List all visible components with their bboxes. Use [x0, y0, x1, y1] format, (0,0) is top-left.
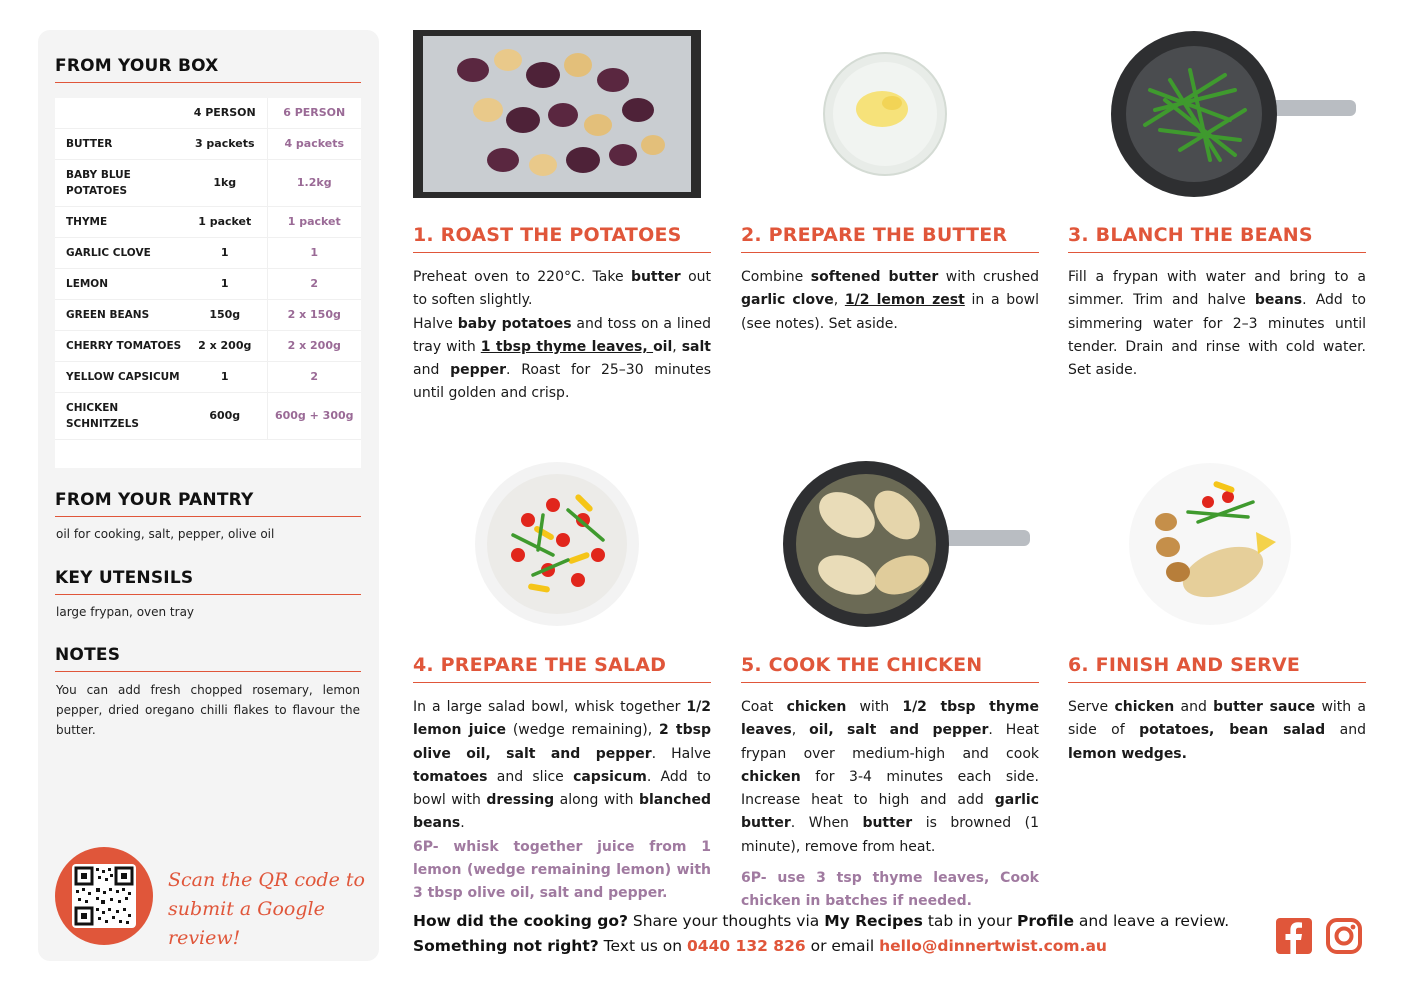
- step-1-body: Preheat oven to 220°C. Take butter out to soften slightly. Halve baby potatoes and toss on a lined tray with 1 tbsp thyme leaves, oil, salt and pepper. Roast for 25–30 minutes until golden and crisp.: [413, 269, 711, 402]
- table-header-row: [55, 98, 361, 128]
- qr-code-icon: [72, 864, 136, 928]
- notes-text: You can add fresh chopped rosemary, lemon pepper, dried oregano chilli flakes to flavour the butter.: [56, 683, 360, 737]
- table-row: CHERRY TOMATOES 2 x 200g 2 x 200g: [55, 330, 361, 361]
- step-4-six-person-note: 6P- whisk together juice from 1 lemon (wedge remaining lemon) with 3 tbsp olive oil, salt and pepper.: [413, 838, 711, 902]
- step-5-body: Coat chicken with 1/2 tbsp thyme leaves, oil, salt and pepper. Heat frypan over medium-high and cook chicken for 3-4 minutes each side. Increase heat to high and add garlic butter. When butter is browned (1 minute), remove from heat. 6P- use 3 tsp thyme leaves, Cook chicken in batches if needed.: [741, 696, 1039, 914]
- finished-plate-photo: [1128, 462, 1292, 626]
- step-4-title: 4. PREPARE THE SALAD: [413, 654, 711, 683]
- facebook-icon[interactable]: [1275, 917, 1313, 955]
- instagram-icon[interactable]: [1325, 917, 1363, 955]
- table-row: LEMON 1 2: [55, 268, 361, 299]
- header-4-person: 4 PERSON: [183, 98, 267, 128]
- step-5-six-person-note: 6P- use 3 tsp thyme leaves, Cook chicken in batches if needed.: [741, 870, 1039, 910]
- pantry-text: oil for cooking, salt, pepper, olive oil: [56, 527, 275, 541]
- qr-code-badge[interactable]: [55, 847, 153, 945]
- step-6-body: Serve chicken and butter sauce with a side of potatoes, bean salad and lemon wedges.: [1068, 699, 1367, 762]
- key-utensils-title: KEY UTENSILS: [55, 568, 361, 595]
- roast-potatoes-photo: [413, 30, 701, 198]
- from-your-box-title: FROM YOUR BOX: [55, 56, 361, 83]
- butter-bowl-photo: [822, 51, 948, 177]
- notes-title: NOTES: [55, 645, 361, 672]
- table-row: GREEN BEANS 150g 2 x 150g: [55, 299, 361, 330]
- table-row: GARLIC CLOVE 1 1: [55, 237, 361, 268]
- step-3-body: Fill a frypan with water and bring to a simmer. Trim and halve beans. Add to simmering water for 2–3 minutes until tender. Drain and rinse with cold water. Set aside.: [1068, 269, 1366, 379]
- support-email-link[interactable]: hello@dinnertwist.com.au: [879, 937, 1107, 955]
- step-5-title: 5. COOK THE CHICKEN: [741, 654, 1039, 683]
- from-your-pantry-title: FROM YOUR PANTRY: [55, 490, 361, 517]
- step-3-title: 3. BLANCH THE BEANS: [1068, 224, 1366, 253]
- table-row: BUTTER 3 packets 4 packets: [55, 128, 361, 159]
- step-4-body: In a large salad bowl, whisk together 1/2 lemon juice (wedge remaining), 2 tbsp olive oil, salt and pepper. Halve tomatoes and slice capsicum. Add to bowl with dressing along with blanched beans. 6P- whisk together juice from 1 lemon (wedge remaining lemon) with 3 tbsp olive oil, salt and pepper.: [413, 699, 712, 902]
- green-beans-pan-photo: [1110, 30, 1356, 198]
- table-row: YELLOW CAPSICUM 1 2: [55, 361, 361, 392]
- support-line: Something not right? Text us on 0440 132 826 or email hello@dinnertwist.com.au: [413, 937, 1107, 955]
- header-6-person: 6 PERSON: [267, 98, 361, 128]
- feedback-line: How did the cooking go? Share your thoughts via My Recipes tab in your Profile and leave a review.: [413, 912, 1230, 930]
- step-1-title: 1. ROAST THE POTATOES: [413, 224, 711, 253]
- chicken-pan-photo: [782, 460, 1030, 628]
- table-row: THYME 1 packet 1 packet: [55, 206, 361, 237]
- step-2-title: 2. PREPARE THE BUTTER: [741, 224, 1039, 253]
- utensils-text: large frypan, oven tray: [56, 605, 195, 619]
- qr-review-caption: Scan the QR code to submit a Google review!: [168, 869, 365, 949]
- salad-bowl-photo: [473, 460, 641, 628]
- support-phone-link[interactable]: 0440 132 826: [687, 937, 806, 955]
- ingredients-sidebar: [38, 30, 379, 961]
- table-row: CHICKEN SCHNITZELS 600g 600g + 300g: [55, 392, 361, 439]
- table-row: BABY BLUE POTATOES 1kg 1.2kg: [55, 159, 361, 206]
- step-6-title: 6. FINISH AND SERVE: [1068, 654, 1366, 683]
- step-2-body: Combine softened butter with crushed garlic clove, 1/2 lemon zest in a bowl (see notes). Set aside.: [741, 269, 1039, 332]
- ingredients-table: [55, 98, 361, 468]
- qr-code[interactable]: [72, 864, 136, 928]
